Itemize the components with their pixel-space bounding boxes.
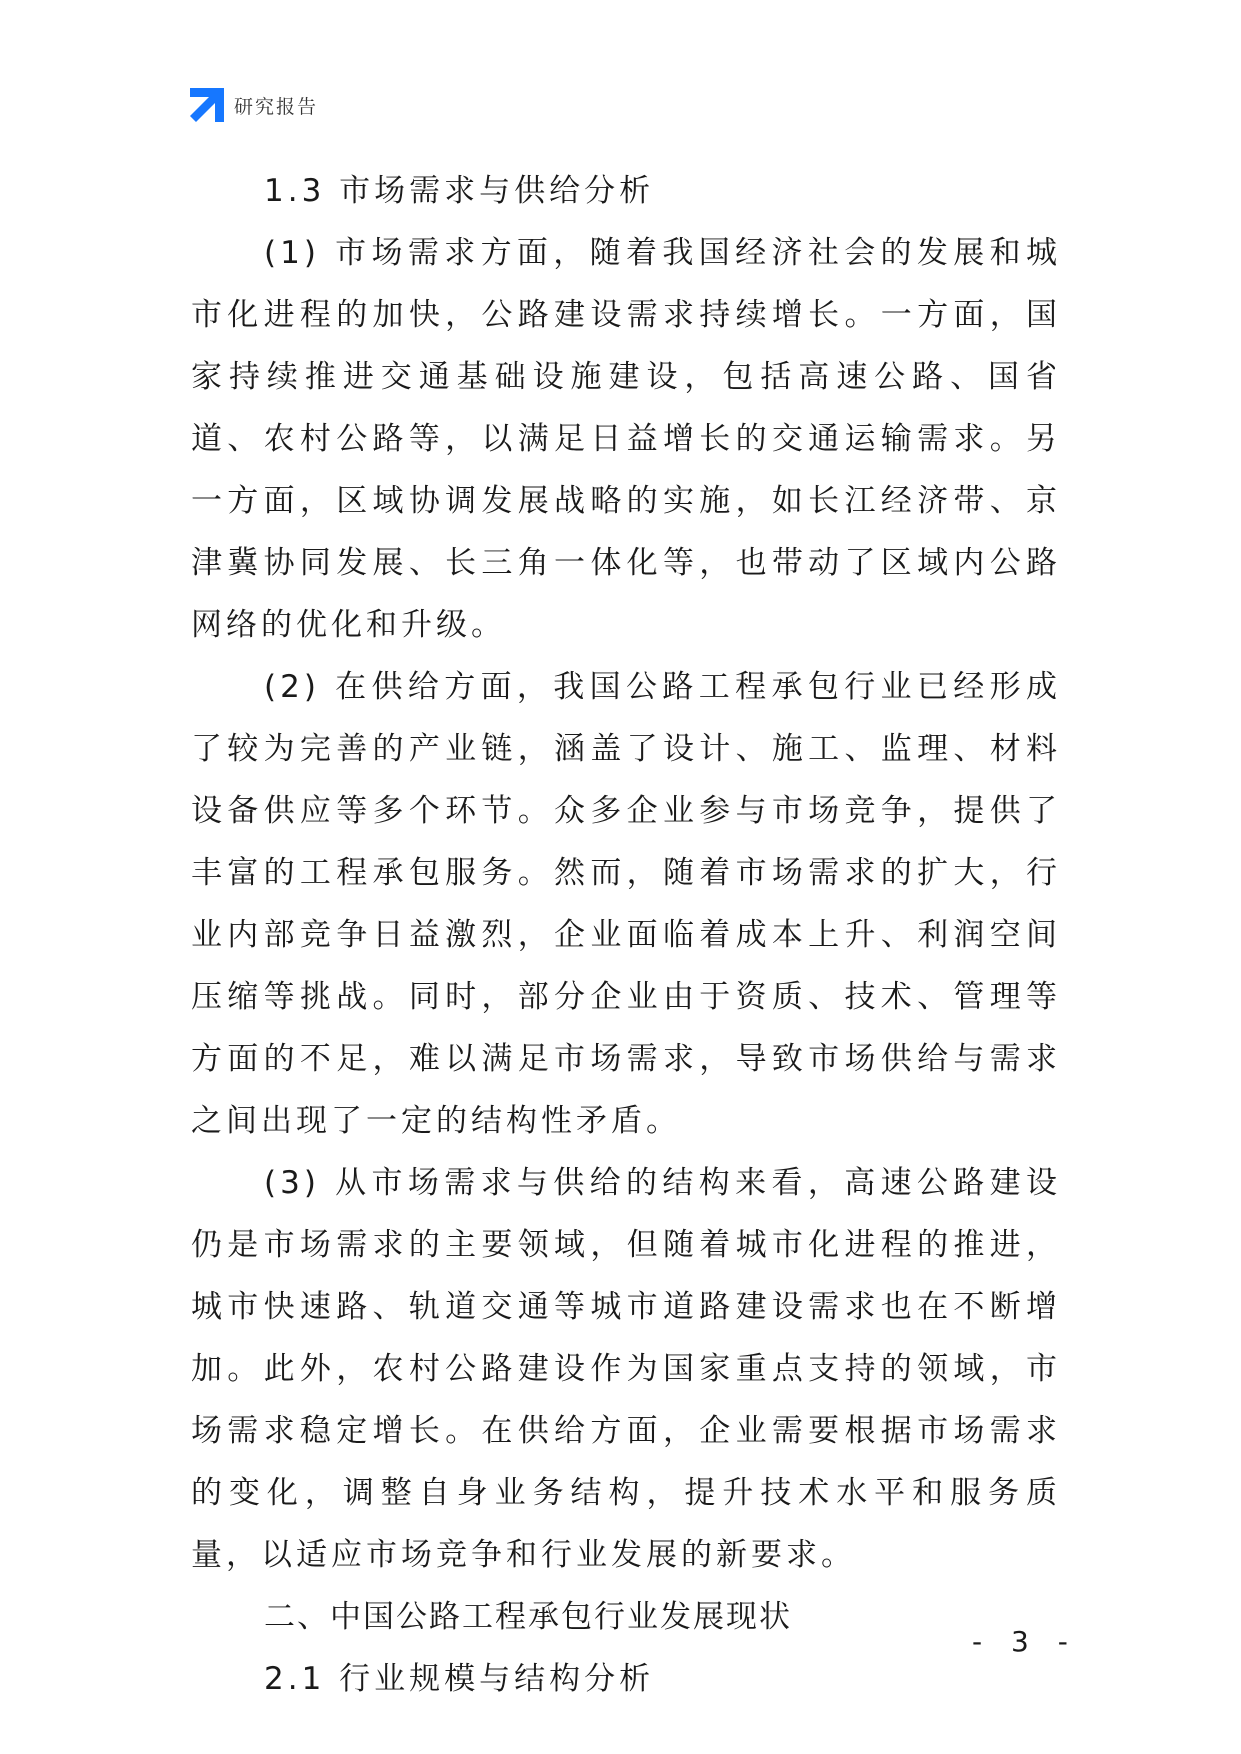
document-body [191,160,1061,1710]
paragraph-structure: (3) 从市场需求与供给的结构来看，高速公路建设仍是市场需求的主要领域，但随着城市化进程的推进，城市快速路、轨道交通等城市道路建设需求也在不断增加。此外，农村公路建设作为国家重点支持的领域，市场需求稳定增长。在供给方面，企业需要根据市场需求的变化，调整自身业务结构，提升技术水平和服务质量，以适应市场竞争和行业发展的新要求。 [191,1165,1061,1573]
paragraph-supply: (2) 在供给方面，我国公路工程承包行业已经形成了较为完善的产业链，涵盖了设计、施工、监理、材料设备供应等多个环节。众多企业参与市场竞争，提供了丰富的工程承包服务。然而，随着市场需求的扩大，行业内部竞争日益激烈，企业面临着成本上升、利润空间压缩等挑战。同时，部分企业由于资质、技术、管理等方面的不足，难以满足市场需求，导致市场供给与需求之间出现了一定的结构性矛盾。 [191,669,1061,1139]
chapter-heading-2: 二、中国公路工程承包行业发展现状 [264,1599,792,1635]
page-number: - 3 - [972,1625,1078,1658]
section-heading-2-1: 2.1 行业规模与结构分析 [264,1661,655,1697]
diagonal-arrow-logo-icon [190,88,224,122]
section-heading-1-3: 1.3 市场需求与供给分析 [264,173,655,209]
header-title: 研究报告 [234,95,319,118]
paragraph-demand: (1) 市场需求方面，随着我国经济社会的发展和城市化进程的加快，公路建设需求持续增长。一方面，国家持续推进交通基础设施建设，包括高速公路、国省道、农村公路等，以满足日益增长的交通运输需求。另一方面，区域协调发展战略的实施，如长江经济带、京津冀协同发展、长三角一体化等，也带动了区域内公路网络的优化和升级。 [191,235,1061,643]
page-header [190,88,318,122]
